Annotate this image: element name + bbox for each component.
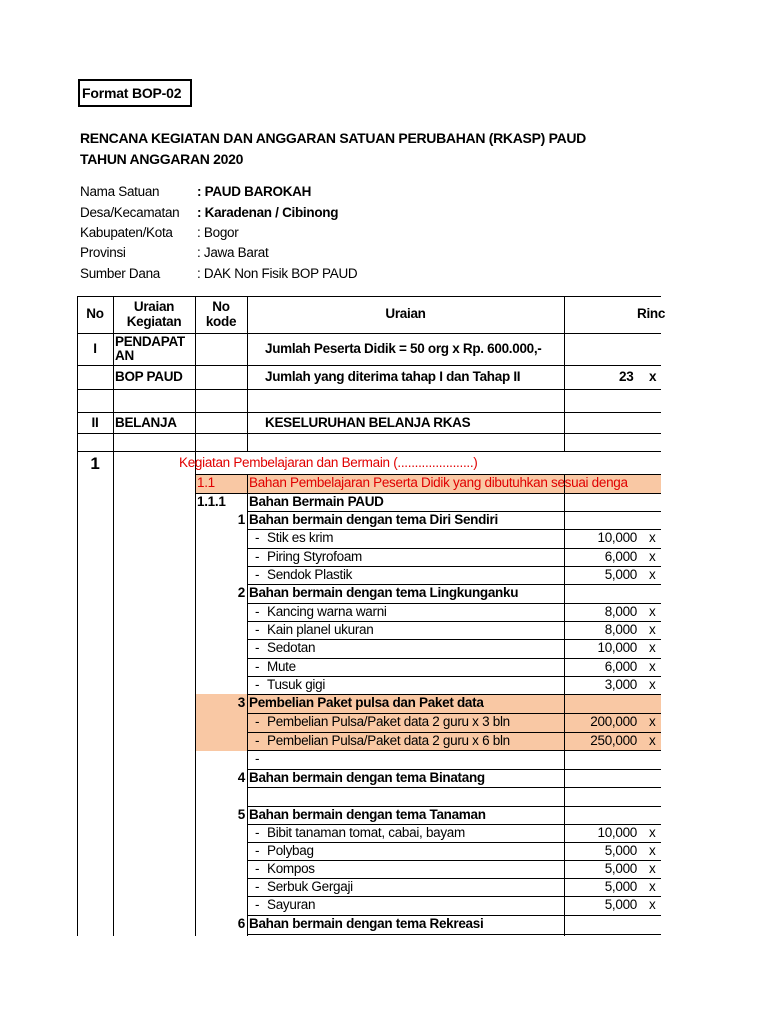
info-label-nama-satuan: Nama Satuan	[80, 184, 160, 199]
row-harga: 10,000	[597, 640, 637, 655]
grid-line	[247, 787, 661, 788]
row-pendapatan-kegiatan-1: PENDAPAT	[115, 334, 185, 349]
row-dash: -	[255, 567, 260, 582]
sub-1-1-1-uraian: Bahan Bermain PAUD	[249, 494, 384, 509]
grid-line	[77, 296, 661, 297]
row-item-name: Sendok Plastik	[267, 567, 353, 582]
row-x: x	[649, 733, 656, 748]
row-x: x	[649, 659, 656, 674]
row-pendapatan-kegiatan-2: AN	[115, 348, 134, 363]
row-dash: -	[255, 733, 260, 748]
header-no: No	[86, 306, 104, 321]
row-harga: 5,000	[604, 897, 637, 912]
info-value-desa: : Karadenan / Cibinong	[197, 205, 339, 220]
row-harga: 250,000	[590, 733, 637, 748]
section-number: 1	[90, 454, 100, 473]
row-x: x	[649, 861, 656, 876]
row-group-title: Bahan bermain dengan tema Rekreasi	[249, 916, 484, 931]
info-value-nama-satuan: : PAUD BAROKAH	[197, 184, 312, 199]
row-harga: 10,000	[597, 530, 637, 545]
row-harga: 3,000	[604, 677, 637, 692]
row-bop-kegiatan: BOP PAUD	[115, 369, 183, 384]
row-pendapatan-no: I	[93, 341, 97, 356]
row-dash: -	[255, 879, 260, 894]
grid-line	[247, 474, 248, 936]
row-harga: 8,000	[604, 604, 637, 619]
row-x: x	[649, 640, 656, 655]
header-no-kode-1: No	[212, 299, 230, 314]
row-item-name: Polybag	[267, 843, 314, 858]
budget-table	[77, 296, 666, 936]
row-x: x	[649, 879, 656, 894]
row-item-name: Serbuk Gergaji	[267, 879, 353, 894]
info-value-kabupaten: : Bogor	[197, 225, 239, 240]
row-dash: -	[255, 659, 260, 674]
grid-line	[247, 934, 661, 935]
row-dash: -	[255, 530, 260, 545]
row-x: x	[649, 549, 656, 564]
grid-line	[77, 433, 661, 434]
sub-1-1-uraian: Bahan Pembelajaran Peserta Didik yang dibutuhkan sesuai denga	[249, 475, 628, 490]
row-number: 1	[237, 512, 245, 527]
row-dash: -	[255, 677, 260, 692]
sub-1-1-1-kode: 1.1.1	[197, 494, 226, 509]
row-group-title: Bahan bermain dengan tema Diri Sendiri	[249, 512, 498, 527]
row-item-name: Kompos	[267, 861, 315, 876]
row-item-name: Stik es krim	[267, 530, 334, 545]
grid-line	[77, 296, 78, 936]
sub-1-1-kode: 1.1	[197, 475, 215, 490]
row-item-name: Pembelian Pulsa/Paket data 2 guru x 3 bln	[267, 714, 510, 729]
grid-line	[77, 365, 661, 366]
row-x: x	[649, 677, 656, 692]
row-item-name: Bibit tanaman tomat, cabai, bayam	[267, 825, 465, 840]
grid-line	[195, 296, 196, 936]
row-item-name: Piring Styrofoam	[267, 549, 362, 564]
grid-line	[77, 451, 661, 452]
info-label-desa: Desa/Kecamatan	[80, 205, 180, 220]
row-belanja-uraian: KESELURUHAN BELANJA RKAS	[265, 415, 471, 430]
row-number: 3	[237, 695, 245, 710]
row-x: x	[649, 714, 656, 729]
document-title-line-2: TAHUN ANGGARAN 2020	[80, 151, 244, 167]
row-x: x	[649, 843, 656, 858]
row-dash: -	[255, 861, 260, 876]
row-belanja-kegiatan: BELANJA	[115, 415, 177, 430]
row-harga: 8,000	[604, 622, 637, 637]
row-dash: -	[255, 825, 260, 840]
section-title: Kegiatan Pembelajaran dan Bermain (......................)	[179, 455, 478, 470]
row-harga: 5,000	[604, 879, 637, 894]
info-value-provinsi: : Jawa Barat	[197, 245, 269, 260]
row-harga: 200,000	[590, 714, 637, 729]
row-x: x	[649, 604, 656, 619]
row-x: x	[649, 530, 656, 545]
info-label-provinsi: Provinsi	[80, 245, 126, 260]
row-number: 6	[237, 916, 245, 931]
info-label-kabupaten: Kabupaten/Kota	[80, 225, 173, 240]
row-group-title: Bahan bermain dengan tema Tanaman	[249, 807, 486, 822]
row-harga: 6,000	[604, 659, 637, 674]
row-item-name: Kain planel ukuran	[267, 622, 374, 637]
row-group-title: Bahan bermain dengan tema Lingkunganku	[249, 585, 519, 600]
row-harga: 10,000	[597, 825, 637, 840]
row-item-name: Mute	[267, 659, 296, 674]
row-x: x	[649, 567, 656, 582]
header-no-kode-2: kode	[205, 314, 237, 329]
row-number: 5	[237, 807, 245, 822]
row-harga: 5,000	[604, 567, 637, 582]
row-number: 4	[237, 770, 245, 785]
row-dash: -	[255, 640, 260, 655]
row-item-name: Pembelian Pulsa/Paket data 2 guru x 6 bln	[267, 733, 510, 748]
header-uraian: Uraian	[385, 306, 426, 321]
grid-line	[77, 412, 661, 413]
row-dash: -	[255, 604, 260, 619]
row-dash: -	[255, 897, 260, 912]
row-harga: 5,000	[604, 843, 637, 858]
row-bop-x: x	[649, 369, 657, 384]
grid-line	[113, 296, 114, 936]
row-item-name: Kancing warna warni	[267, 604, 387, 619]
row-x: x	[649, 622, 656, 637]
row-harga: 6,000	[604, 549, 637, 564]
row-group-title: Pembelian Paket pulsa dan Paket data	[249, 695, 484, 710]
row-item-name: Sayuran	[267, 897, 316, 912]
header-uraian-kegiatan-2: Kegiatan	[126, 314, 182, 329]
row-dash: -	[255, 751, 260, 766]
info-value-sumber-dana: : DAK Non Fisik BOP PAUD	[197, 266, 358, 281]
row-item-name: Sedotan	[267, 640, 316, 655]
header-rincian: Rinc	[637, 306, 666, 321]
row-bop-uraian: Jumlah yang diterima tahap I dan Tahap II	[265, 369, 521, 384]
row-dash: -	[255, 622, 260, 637]
format-label: Format BOP-02	[78, 79, 192, 107]
info-label-sumber-dana: Sumber Dana	[80, 266, 160, 281]
row-item-name: Tusuk gigi	[267, 677, 326, 692]
grid-line	[564, 296, 565, 451]
row-number: 2	[237, 585, 245, 600]
document-title-line-1: RENCANA KEGIATAN DAN ANGGARAN SATUAN PERUBAHAN (RKASP) PAUD	[80, 130, 586, 146]
row-x: x	[649, 825, 656, 840]
grid-line	[77, 389, 661, 390]
row-dash: -	[255, 549, 260, 564]
row-x: x	[649, 897, 656, 912]
grid-line	[247, 750, 661, 751]
row-bop-rincian: 23	[619, 369, 634, 384]
row-pendapatan-uraian: Jumlah Peserta Didik = 50 org x Rp. 600.000,-	[265, 341, 542, 356]
row-dash: -	[255, 843, 260, 858]
row-group-title: Bahan bermain dengan tema Binatang	[249, 770, 485, 785]
header-uraian-kegiatan-1: Uraian	[133, 299, 175, 314]
row-dash: -	[255, 714, 260, 729]
row-harga: 5,000	[604, 861, 637, 876]
row-belanja-no: II	[91, 415, 99, 430]
